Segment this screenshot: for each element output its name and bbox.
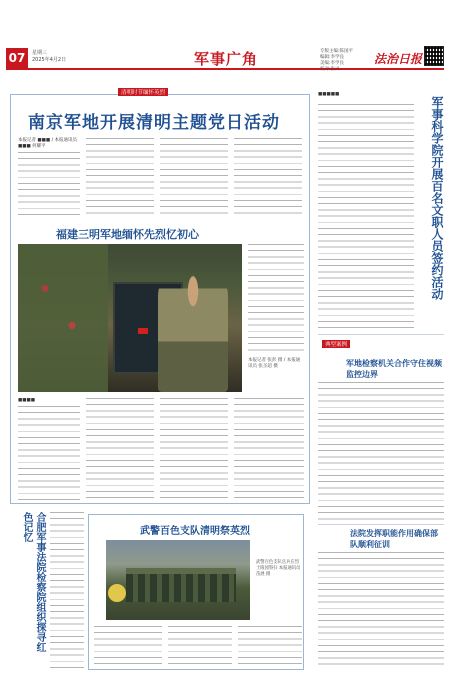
sub2-text-col3 [238, 626, 302, 666]
right-divider-2 [318, 524, 444, 525]
main-text-col3 [160, 138, 228, 218]
main-byline: 本报记者 ■■■ / 本报通讯员 ■■■ 何耀平 [18, 138, 78, 149]
sub2-text-col1 [94, 626, 162, 666]
photo-flowers [18, 244, 108, 392]
main-text-col4 [234, 138, 302, 218]
sub2-text-col2 [168, 626, 232, 666]
photo-soldier [158, 266, 228, 392]
newspaper-logo: 法治日报 [374, 52, 423, 66]
photo-wreath [108, 584, 126, 602]
editor-line-1: 专版主编:陈国平 [320, 49, 354, 54]
sub1-text-col4 [234, 398, 304, 500]
sub-headline-1: 福建三明军地缅怀先烈忆初心 [56, 228, 199, 241]
sub1-text-col1 [18, 406, 80, 500]
right-article1-text [318, 104, 414, 332]
right-vertical-title: 军事科学院开展百名文职人员签约活动 [430, 96, 444, 300]
right-article2-text [318, 382, 444, 522]
main-text-col1 [18, 152, 80, 218]
sub1-text-side [248, 244, 304, 352]
sub-headline-2: 武警百色支队清明祭英烈 [140, 526, 250, 537]
right-divider-1 [318, 334, 444, 335]
page-number: 07 [6, 48, 28, 68]
right-byline-1: ■■■■■ [318, 92, 340, 97]
sub1-text-col2 [86, 398, 154, 500]
vertical-article-text [50, 512, 84, 668]
photo1-caption: 本报记者 张彭 摄 / 本报通讯员 张圣超 摄 [248, 358, 301, 369]
editor-info [320, 49, 372, 73]
sub1-byline: ■■■■ [18, 398, 36, 403]
masthead [6, 48, 444, 70]
photo-troops [126, 568, 236, 602]
sub1-text-col3 [160, 398, 228, 500]
feature-tag: 清明时节缅怀英烈 [118, 88, 168, 96]
wreath-ceremony-photo [106, 540, 250, 620]
qr-code-icon [424, 46, 444, 66]
date-line-2: 2025年4月2日 [32, 57, 67, 63]
photo-flag [138, 328, 148, 334]
case-tag-label: 典型案例 [322, 340, 350, 348]
photo2-caption: 武警百色支队官兵在烈士陵园祭扫 本报通讯员 苗展 摄 [256, 560, 301, 577]
right-headline-2: 法院发挥职能作用确保部队顺利征训 [350, 529, 438, 549]
editor-line-4: 校对:张兴 [320, 67, 340, 72]
case-tag [322, 340, 352, 348]
main-text-col2 [86, 138, 154, 218]
date-line-1: 星期三 [32, 50, 48, 56]
section-title: 军事广角 [194, 50, 259, 68]
editor-line-3: 美编:李学良 [320, 61, 345, 66]
main-headline: 南京军地开展清明主题党日活动 [28, 113, 280, 133]
right-headline-1: 军地检察机关合作守住视频监控边界 [346, 359, 442, 379]
editor-line-2: 编辑:李学良 [320, 55, 345, 60]
vertical-headline: 合肥军事法院检察院组织探寻红色记忆 [21, 512, 45, 652]
right-article3-text [318, 552, 444, 668]
soldier-memorial-photo [18, 244, 242, 392]
feature-header [118, 88, 170, 98]
date-info [32, 50, 66, 64]
